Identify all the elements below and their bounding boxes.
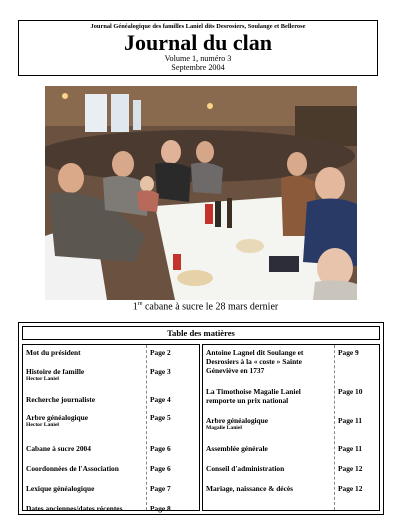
toc-entry-author: Hector Laniel — [26, 376, 59, 382]
toc-entry-page: Page 2 — [150, 348, 171, 357]
toc-entry-title: Cabane à sucre 2004 — [26, 444, 91, 453]
toc-entry-title: La Timothoise Magalie Laniel remporte un prix national — [206, 387, 301, 405]
toc-entry-page: Page 6 — [150, 464, 171, 473]
toc-entry-title: Mot du président — [26, 348, 81, 357]
toc-entry-title: Histoire de famille — [26, 367, 85, 376]
toc-entry-page: Page 11 — [338, 416, 363, 425]
toc-entry-title: Assemblée générale — [206, 444, 268, 453]
issue-date: Septembre 2004 — [171, 63, 225, 72]
toc-entry-page: Page 11 — [338, 444, 363, 453]
toc-entry-title: Antoine Lagnel dit Soulange et Desrosiers à la « coste » Sainte Géneviève en 1737 — [206, 348, 304, 375]
toc-entry-title: Mariage, naissance & décès — [206, 484, 294, 493]
toc-entry-page: Page 5 — [150, 413, 171, 422]
toc-entry-page: Page 6 — [150, 444, 171, 453]
toc-entry-title: Conseil d'administration — [206, 464, 285, 473]
toc-entry-page: Page 3 — [150, 367, 171, 376]
masthead-top-line: Journal Généalogique des familles Laniel dits Desrosiers, Soulange et Bellerose — [90, 23, 306, 30]
toc-entry-page: Page 10 — [338, 387, 363, 396]
caption-number: 1 — [132, 301, 138, 313]
toc-entry-page: Page 9 — [338, 348, 359, 357]
toc-entry-page: Page 12 — [338, 484, 363, 493]
toc-entry-title: Lexique généalogique — [26, 484, 95, 493]
toc-entry-title: Recherche journaliste — [26, 395, 96, 404]
toc-entry-page: Page 7 — [150, 484, 171, 493]
toc-left-divider — [146, 345, 147, 510]
toc-entry-title: Dates anciennes/dates récentes — [26, 504, 123, 513]
toc-right-column — [202, 344, 380, 511]
table-of-contents — [18, 322, 384, 515]
caption-superscript: re — [137, 301, 143, 307]
toc-entry-page: Page 4 — [150, 395, 171, 404]
toc-left-column — [22, 344, 200, 511]
caption-text: cabane à sucre le 28 mars dernier — [142, 301, 279, 313]
toc-entry-page: Page 8 — [150, 504, 171, 513]
toc-entry-page: Page 12 — [338, 464, 363, 473]
toc-entry-author: Hector Laniel — [26, 422, 59, 428]
group-photo — [45, 86, 357, 300]
masthead — [18, 20, 378, 76]
toc-entry-title: Arbre généalogique — [26, 413, 89, 422]
toc-entry-author: Magalie Laniel — [206, 425, 242, 431]
toc-right-divider — [334, 345, 335, 510]
photo-caption — [0, 301, 411, 312]
toc-title: Table des matières — [22, 326, 380, 340]
toc-entry-title: Arbre généalogique — [206, 416, 269, 425]
volume-number: Volume 1, numéro 3 — [164, 54, 232, 63]
journal-title: Journal du clan — [124, 30, 272, 55]
toc-entry-title: Coordonnées de l'Association — [26, 464, 119, 473]
